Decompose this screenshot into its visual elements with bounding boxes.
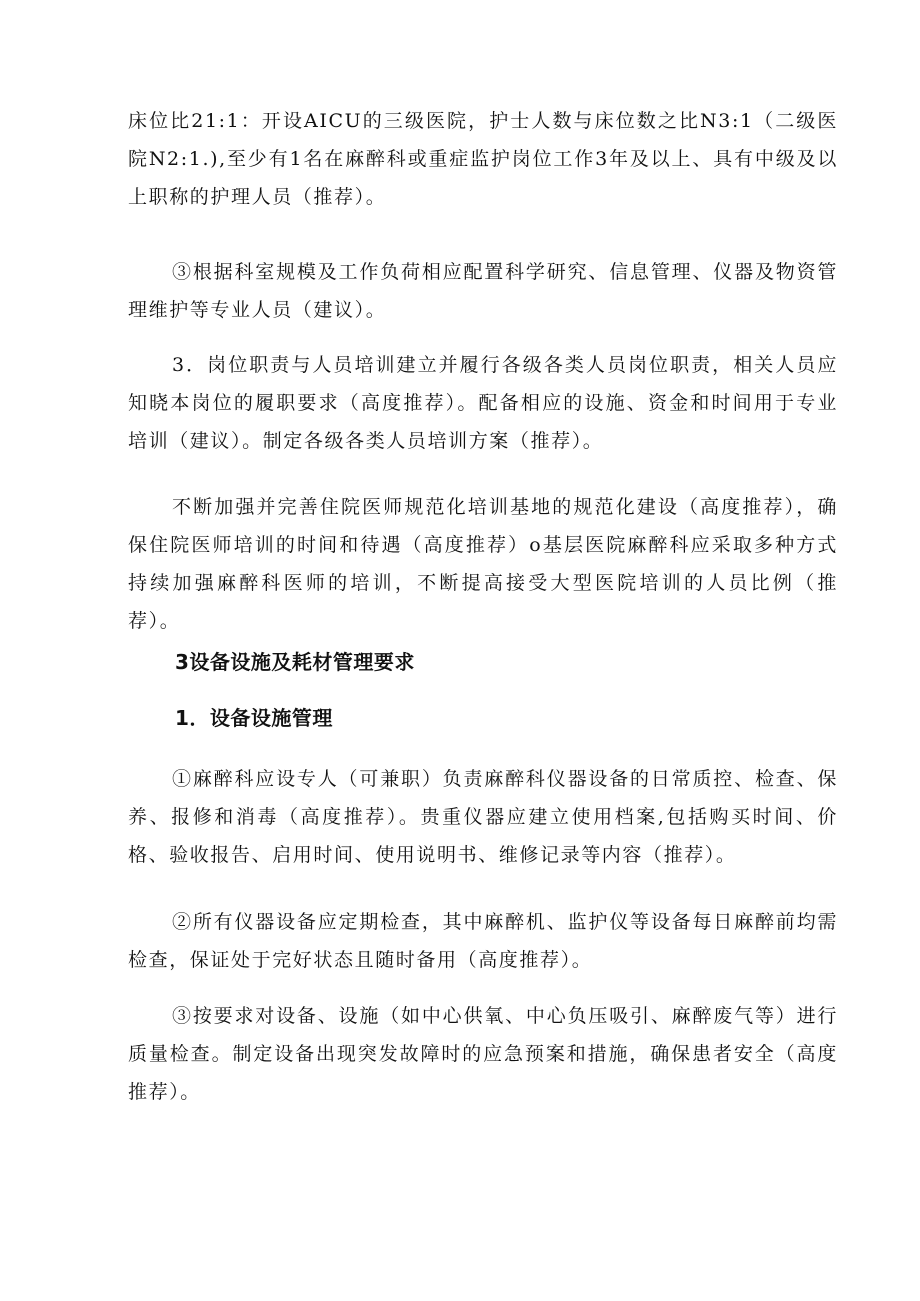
list-item-equipment-staff: ①麻醉科应设专人（可兼职）负责麻醉科仪器设备的日常质控、检查、保养、报修和消毒（高度推荐）。贵重仪器应建立使用档案,包括购买时间、价格、验收报告、启用时间、使用说明书、维修记录等内容（推荐）。 [128, 768, 838, 866]
paragraph-duties-training: 3．岗位职责与人员培训建立并履行各级各类人员岗位职责，相关人员应知晓本岗位的履职要求（高度推荐）。配备相应的设施、资金和时间用于专业培训（建议）。制定各级各类人员培训方案（推荐）。 [128, 354, 838, 452]
list-item-equipment-check: ②所有仪器设备应定期检查，其中麻醉机、监护仪等设备每日麻醉前均需检查，保证处于完好状态且随时备用（高度推荐）。 [128, 911, 838, 971]
section-heading: 3设备设施及耗材管理要求 [175, 650, 415, 674]
paragraph-staffing-ratio: 床位比21:1：开设AICU的三级医院，护士人数与床位数之比N3:1（二级医院N2:1.),至少有1名在麻醉科或重症监护岗位工作3年及以上、具有中级及以上职称的护理人员（推荐）。 [128, 110, 838, 208]
paragraph-resident-training: 不断加强并完善住院医师规范化培训基地的规范化建设（高度推荐），确保住院医师培训的时间和待遇（高度推荐）o基层医院麻醉科应采取多种方式持续加强麻醉科医师的培训，不断提高接受大型医院培训的人员比例（推荐）。 [128, 496, 838, 632]
paragraph-specialist-staff: ③根据科室规模及工作负荷相应配置科学研究、信息管理、仪器及物资管理维护等专业人员（建议）。 [128, 261, 838, 321]
subsection-heading: 1．设备设施管理 [175, 706, 333, 730]
list-item-quality-check: ③按要求对设备、设施（如中心供氧、中心负压吸引、麻醉废气等）进行质量检查。制定设备出现突发故障时的应急预案和措施，确保患者安全（高度推荐）。 [128, 1005, 838, 1103]
